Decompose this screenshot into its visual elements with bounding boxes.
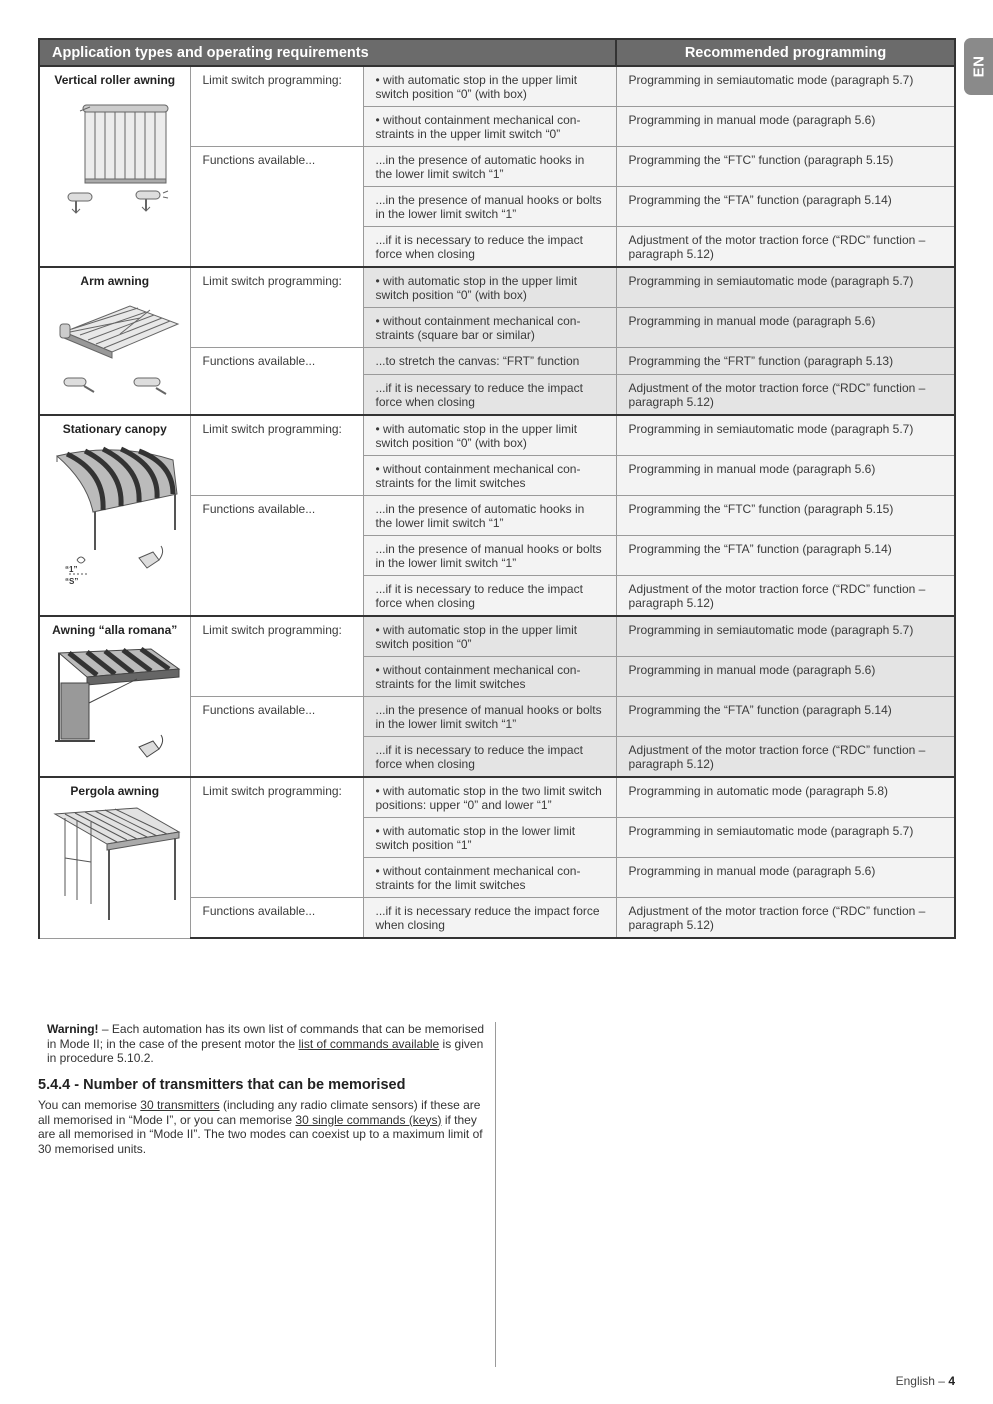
- pergola-awning-illustration: [47, 804, 183, 934]
- category-cell: Limit switch programming:: [190, 267, 363, 348]
- condition-cell: ...if it is necessary to reduce the impact force when closing: [363, 227, 616, 268]
- category-cell: Limit switch programming:: [190, 66, 363, 147]
- programming-cell: Programming the “FTC” function (paragraph 5.15): [616, 147, 955, 187]
- category-cell: Functions available...: [190, 697, 363, 778]
- canopy-label-1: “1”: [64, 565, 78, 574]
- application-cell: [39, 66, 190, 267]
- programming-cell: Adjustment of the motor traction force (“RDC” function – paragraph 5.12): [616, 737, 955, 778]
- table-row: [39, 777, 955, 818]
- text-column: [38, 1022, 490, 1156]
- table-row: [39, 66, 955, 107]
- programming-cell: Programming the “FTA” function (paragraph 5.14): [616, 697, 955, 737]
- transmitters-count: 30 transmitters: [140, 1098, 220, 1112]
- application-cell: [39, 267, 190, 415]
- condition-cell: • with automatic stop in the upper limit switch position “0” (with box): [363, 66, 616, 107]
- table-row: [39, 415, 955, 456]
- programming-cell: Programming in semiautomatic mode (paragraph 5.7): [616, 66, 955, 107]
- section-text-3: if they are all memorised in “Mode II”. The two modes can coexist up to a maximum limit of 30 memorised units.: [38, 1112, 483, 1156]
- warning-text-2: is given in procedure 5.10.2.: [47, 1036, 484, 1065]
- page-number: 4: [948, 1374, 955, 1388]
- condition-cell: • with automatic stop in the lower limit switch position “1”: [363, 818, 616, 858]
- programming-cell: Programming the “FTA” function (paragraph 5.14): [616, 187, 955, 227]
- awning-alla-romana-illustration: [47, 643, 183, 773]
- programming-cell: Adjustment of the motor traction force (“RDC” function – paragraph 5.12): [616, 375, 955, 416]
- condition-cell: ...in the presence of manual hooks or bolts in the lower limit switch “1”: [363, 536, 616, 576]
- condition-cell: ...in the presence of automatic hooks in the lower limit switch “1”: [363, 147, 616, 187]
- programming-cell: Adjustment of the motor traction force (“RDC” function – paragraph 5.12): [616, 227, 955, 268]
- section-heading: 5.4.4 - Number of transmitters that can be memorised: [38, 1076, 406, 1093]
- programming-cell: Programming in manual mode (paragraph 5.6): [616, 107, 955, 147]
- condition-cell: ...if it is necessary to reduce the impact force when closing: [363, 375, 616, 416]
- category-cell: Functions available...: [190, 147, 363, 268]
- header-recommended-programming: Recommended programming: [616, 39, 955, 66]
- application-cell: [39, 415, 190, 616]
- condition-cell: • with automatic stop in the upper limit switch position “0” (with box): [363, 415, 616, 456]
- programming-cell: Programming in manual mode (paragraph 5.6): [616, 858, 955, 898]
- programming-cell: Adjustment of the motor traction force (“RDC” function – paragraph 5.12): [616, 898, 955, 939]
- category-cell: Limit switch programming:: [190, 616, 363, 697]
- programming-cell: Programming in manual mode (paragraph 5.6): [616, 657, 955, 697]
- application-name: Vertical roller awning: [54, 73, 176, 87]
- section-paragraph: [38, 1098, 490, 1156]
- programming-cell: Programming in semiautomatic mode (paragraph 5.7): [616, 415, 955, 456]
- table-row: [39, 267, 955, 308]
- programming-cell: Programming in semiautomatic mode (paragraph 5.7): [616, 267, 955, 308]
- warning-paragraph: [38, 1022, 490, 1066]
- condition-cell: ...if it is necessary to reduce the impact force when closing: [363, 576, 616, 617]
- canopy-label-s: “S”: [64, 577, 79, 586]
- language-tab: [964, 38, 993, 95]
- header-application-types: Application types and operating requirements: [39, 39, 616, 66]
- application-cell: [39, 777, 190, 938]
- requirements-table: [38, 38, 956, 939]
- condition-cell: ...to stretch the canvas: “FRT” function: [363, 348, 616, 375]
- table-row: [39, 616, 955, 657]
- category-cell: Limit switch programming:: [190, 777, 363, 898]
- warning-label: Warning!: [47, 1022, 99, 1036]
- application-name: Awning “alla romana”: [52, 623, 178, 637]
- condition-cell: • with automatic stop in the upper limit switch position “0” (with box): [363, 267, 616, 308]
- column-divider: [495, 1022, 496, 1367]
- condition-cell: • with automatic stop in the upper limit switch position “0”: [363, 616, 616, 657]
- programming-cell: Programming in manual mode (paragraph 5.6): [616, 456, 955, 496]
- condition-cell: ...in the presence of manual hooks or bolts in the lower limit switch “1”: [363, 187, 616, 227]
- programming-cell: Programming in automatic mode (paragraph 5.8): [616, 777, 955, 818]
- condition-cell: ...in the presence of automatic hooks in the lower limit switch “1”: [363, 496, 616, 536]
- requirements-table-container: [38, 38, 954, 939]
- warning-text-1: – Each automation has its own list of commands that can be memorised in Mode II; in the case of the present motor the: [47, 1022, 485, 1051]
- condition-cell: • without containment mechanical con-straints in the upper limit switch “0”: [363, 107, 616, 147]
- condition-cell: ...in the presence of manual hooks or bolts in the lower limit switch “1”: [363, 697, 616, 737]
- application-name: Arm awning: [80, 274, 150, 288]
- single-commands-count: 30 single commands (keys): [295, 1112, 442, 1127]
- condition-cell: • without containment mechanical con-straints for the limit switches: [363, 456, 616, 496]
- section-text-2: (including any radio climate sensors) if these are all memorised in “Mode I”, or you can memorise: [38, 1098, 481, 1127]
- condition-cell: ...if it is necessary to reduce the impact force when closing: [363, 737, 616, 778]
- condition-cell: • without containment mechanical con-straints for the limit switches: [363, 858, 616, 898]
- section-text-1: You can memorise: [38, 1098, 141, 1112]
- programming-cell: Programming in semiautomatic mode (paragraph 5.7): [616, 818, 955, 858]
- category-cell: Functions available...: [190, 348, 363, 416]
- footer-language: English –: [895, 1374, 949, 1388]
- condition-cell: • with automatic stop in the two limit switch positions: upper “0” and lower “1”: [363, 777, 616, 818]
- application-name: Stationary canopy: [62, 422, 167, 436]
- programming-cell: Programming the “FTA” function (paragraph 5.14): [616, 536, 955, 576]
- category-cell: Functions available...: [190, 496, 363, 617]
- programming-cell: Programming in semiautomatic mode (paragraph 5.7): [616, 616, 955, 657]
- category-cell: Functions available...: [190, 898, 363, 939]
- application-name: Pergola awning: [70, 784, 160, 798]
- application-cell: [39, 616, 190, 777]
- programming-cell: Programming the “FTC” function (paragraph 5.15): [616, 496, 955, 536]
- condition-cell: • without containment mechanical con-straints (square bar or similar): [363, 308, 616, 348]
- programming-cell: Programming in manual mode (paragraph 5.6): [616, 308, 955, 348]
- vertical-roller-awning-illustration: [50, 93, 180, 223]
- condition-cell: ...if it is necessary reduce the impact force when closing: [363, 898, 616, 939]
- arm-awning-illustration: [50, 294, 180, 414]
- page-footer: [896, 1374, 955, 1388]
- condition-cell: • without containment mechanical con-straints for the limit switches: [363, 657, 616, 697]
- programming-cell: Programming the “FRT” function (paragraph 5.13): [616, 348, 955, 375]
- category-cell: Limit switch programming:: [190, 415, 363, 496]
- programming-cell: Adjustment of the motor traction force (“RDC” function – paragraph 5.12): [616, 576, 955, 617]
- commands-list-link: list of commands available: [298, 1036, 440, 1051]
- table-header-row: [39, 39, 955, 66]
- stationary-canopy-illustration: [47, 442, 183, 592]
- language-tab-label: EN: [970, 55, 987, 78]
